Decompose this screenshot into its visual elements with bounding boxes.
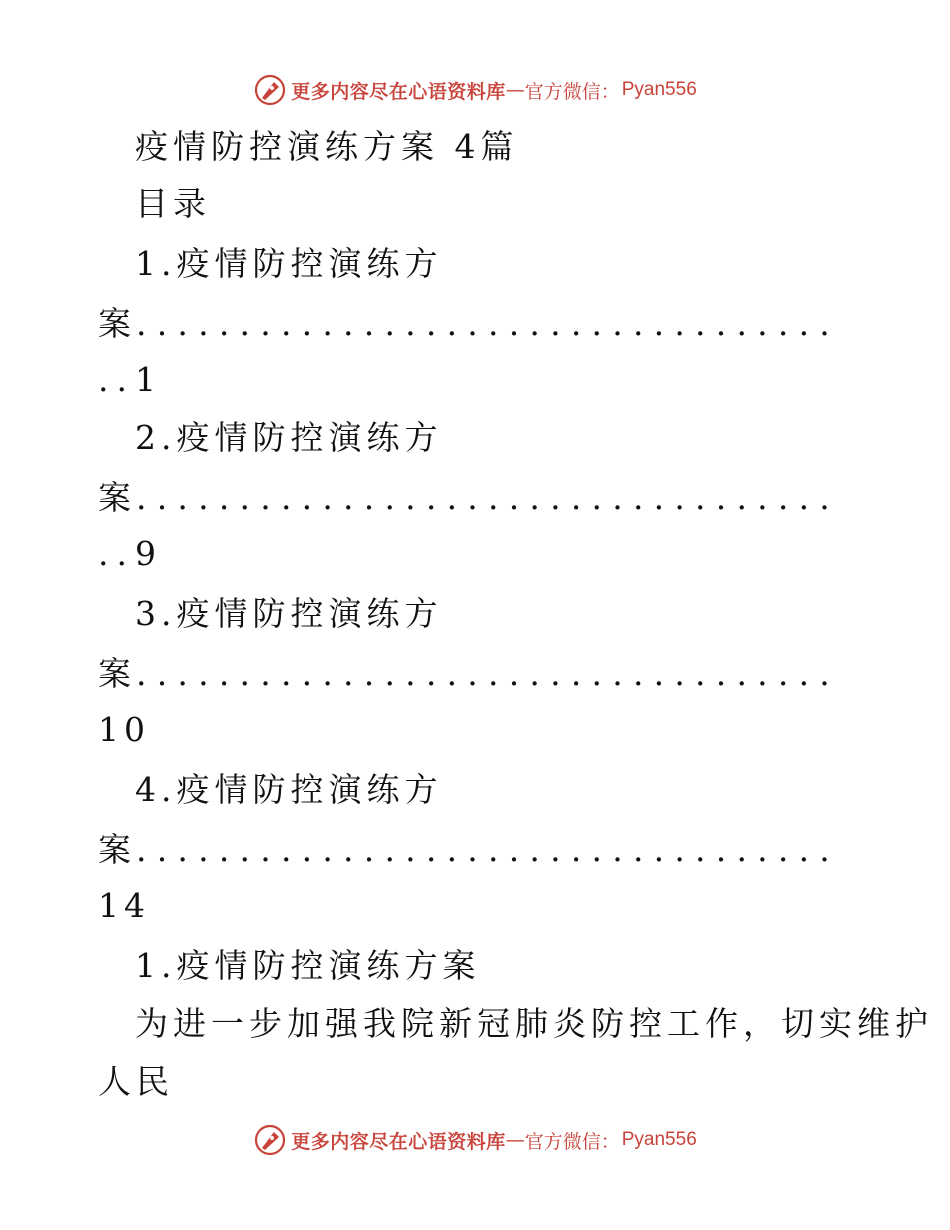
watermark-account: Pyan556: [621, 79, 697, 100]
toc-item-1-dots: ..................................: [136, 304, 840, 343]
toc-item-4-title[interactable]: 4.疫情防控演练方: [135, 770, 443, 809]
toc-item-4-continuation: [98, 830, 840, 870]
toc-item-1-title[interactable]: 1.疫情防控演练方: [135, 244, 443, 283]
toc-item-3-title[interactable]: 3.疫情防控演练方: [135, 594, 443, 633]
toc-item-1-continuation: [98, 304, 840, 344]
watermark-separator: —: [505, 1129, 525, 1151]
watermark-title: 更多内容尽在心语资料库: [291, 80, 506, 103]
toc-item-2-continuation: [98, 478, 840, 518]
toc-item-1-page-line: [98, 360, 161, 400]
toc-item-3-page: 10: [98, 710, 150, 749]
toc-item-1-dots-tail: ..: [98, 360, 135, 399]
toc-item-2-title[interactable]: 2.疫情防控演练方: [135, 418, 443, 457]
watermark-banner-top: [0, 70, 950, 110]
toc-item-3-dots: ..................................: [136, 654, 840, 693]
watermark-title: 更多内容尽在心语资料库: [291, 1130, 506, 1153]
fountain-pen-logo-icon: [253, 1123, 287, 1157]
toc-item-4-cont: 案: [98, 830, 136, 869]
toc-item-1-page: 1: [134, 360, 161, 399]
watermark-account: Pyan556: [621, 1129, 697, 1150]
toc-item-4-page: 14: [98, 886, 150, 925]
toc-item-4-page-line: [98, 886, 150, 926]
toc-item-2-page-line: [98, 534, 161, 574]
watermark-separator: —: [505, 79, 525, 101]
toc-item-2-cont: 案: [98, 478, 136, 517]
section-heading: 1.疫情防控演练方案: [135, 946, 481, 985]
watermark-banner-bottom: [0, 1120, 950, 1160]
toc-item-2-page: 9: [134, 534, 161, 573]
fountain-pen-logo-icon: [253, 73, 287, 107]
toc-item-2-dots: ..................................: [136, 478, 840, 517]
toc-heading: 目录: [135, 184, 211, 223]
toc-item-4-dots: ..................................: [136, 830, 840, 869]
toc-item-3-continuation: [98, 654, 840, 694]
toc-item-3-page-line: [98, 710, 150, 750]
document-title: 疫情防控演练方案 4篇: [135, 127, 519, 166]
body-paragraph-line-2: 人民: [98, 1062, 174, 1101]
watermark-subtitle: 官方微信：: [524, 1130, 620, 1153]
toc-item-1-cont: 案: [98, 304, 136, 343]
watermark-subtitle: 官方微信：: [524, 80, 620, 103]
toc-item-3-cont: 案: [98, 654, 136, 693]
body-paragraph-line-1: 为进一步加强我院新冠肺炎防控工作，切实维护: [135, 1004, 933, 1043]
toc-item-2-dots-tail: ..: [98, 534, 135, 573]
